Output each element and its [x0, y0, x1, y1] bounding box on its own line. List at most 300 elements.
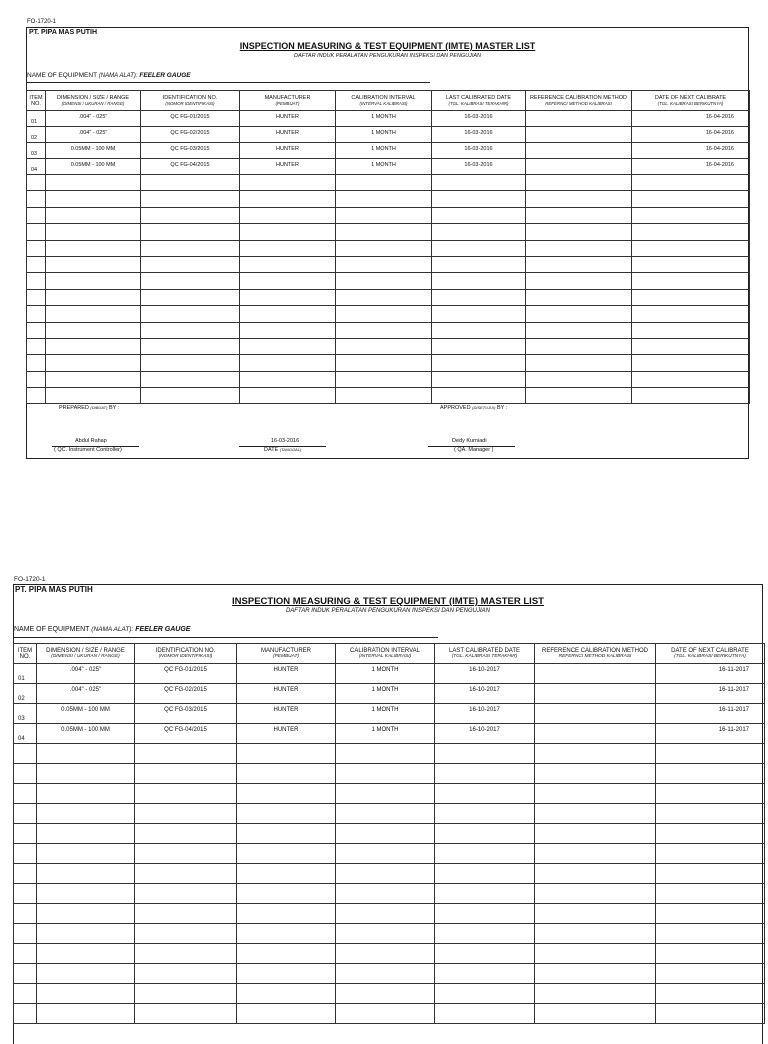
table-cell: QC FG-02/2015: [141, 127, 240, 143]
table-row: [27, 143, 750, 159]
empty-cell: [141, 273, 240, 289]
empty-cell: [46, 207, 141, 223]
empty-cell: [656, 1004, 765, 1024]
table-cell: 16-03-2016: [432, 111, 526, 127]
empty-cell: [526, 240, 632, 256]
item-number-cell: 03: [27, 143, 46, 159]
item-number-cell: 03: [14, 704, 37, 724]
empty-cell: [432, 224, 526, 240]
column-header: [435, 644, 535, 664]
empty-cell: [435, 764, 535, 784]
empty-cell: [526, 371, 632, 387]
empty-cell: [526, 273, 632, 289]
table-cell: 16-04-2016: [632, 111, 750, 127]
column-header-sublabel: (TGL. KALIBRASI TERAKHIR): [448, 101, 509, 106]
empty-cell: [526, 322, 632, 338]
table-cell: QC FG-03/2015: [141, 143, 240, 159]
preparer-name: Abdul Rahap: [75, 438, 107, 444]
empty-cell: [535, 944, 656, 964]
column-header-sublabel: (NOMOR IDENTIFIKASI): [158, 654, 213, 659]
table-cell: [535, 684, 656, 704]
column-header: [141, 91, 240, 111]
empty-cell: [14, 784, 37, 804]
empty-cell: [27, 322, 46, 338]
empty-cell: [535, 1004, 656, 1024]
form-subtitle: DAFTAR INDUK PERALATAN PENGUKURAN INSPEKSI DAN PENGUJIAN: [285, 608, 491, 614]
empty-cell: [135, 884, 237, 904]
empty-cell: [27, 240, 46, 256]
empty-cell: [27, 191, 46, 207]
empty-cell: [135, 1004, 237, 1024]
column-header-label: DATE OF NEXT CALIBRATE: [654, 95, 727, 101]
column-header: [526, 91, 632, 111]
empty-cell: [656, 844, 765, 864]
empty-cell: [27, 289, 46, 305]
empty-table-row: [27, 240, 750, 256]
empty-cell: [27, 338, 46, 354]
empty-table-row: [14, 884, 765, 904]
empty-cell: [14, 804, 37, 824]
empty-cell: [135, 964, 237, 984]
empty-table-row: [27, 289, 750, 305]
empty-cell: [141, 224, 240, 240]
table-cell: 16-03-2016: [432, 143, 526, 159]
empty-cell: [135, 744, 237, 764]
empty-cell: [237, 764, 336, 784]
empty-cell: [632, 388, 750, 404]
empty-cell: [37, 1004, 135, 1024]
empty-table-row: [27, 175, 750, 191]
table-cell: [526, 111, 632, 127]
empty-cell: [432, 207, 526, 223]
empty-cell: [240, 306, 336, 322]
table-cell: 1 MONTH: [336, 111, 432, 127]
column-header-label: LAST CALIBRATED DATE: [445, 95, 512, 101]
column-header-label: IDENTIFICATION NO.: [162, 95, 218, 101]
table-cell: HUNTER: [237, 664, 336, 684]
empty-cell: [141, 306, 240, 322]
empty-cell: [27, 306, 46, 322]
column-header-sublabel: (TGL. KALIBRASI TERAKHIR): [451, 654, 518, 659]
form-subtitle: DAFTAR INDUK PERALATAN PENGUKURAN INSPEKSI DAN PENGUJIAN: [293, 53, 482, 59]
empty-cell: [37, 824, 135, 844]
table-cell: .004" - 025": [46, 111, 141, 127]
empty-cell: [526, 388, 632, 404]
empty-cell: [135, 824, 237, 844]
empty-cell: [336, 944, 435, 964]
column-header-sublabel: (DIMENSI / UKURAN / RANGE): [51, 654, 120, 659]
table-cell: 1 MONTH: [336, 159, 432, 175]
empty-cell: [37, 944, 135, 964]
approver-name: Dedy Kurniadi: [452, 438, 487, 444]
empty-cell: [240, 207, 336, 223]
form-frame: [13, 584, 763, 1044]
empty-cell: [656, 824, 765, 844]
empty-cell: [37, 984, 135, 1004]
empty-cell: [37, 844, 135, 864]
table-cell: HUNTER: [237, 684, 336, 704]
company-name: PT. PIPA MAS PUTIH: [15, 585, 93, 594]
empty-cell: [46, 224, 141, 240]
table-cell: 16-10-2017: [435, 724, 535, 744]
table-cell: .004" - 025": [37, 684, 135, 704]
empty-cell: [237, 804, 336, 824]
empty-cell: [535, 784, 656, 804]
column-header-sublabel: REFERNCI METHOD KALIBRASI: [558, 654, 632, 659]
empty-cell: [526, 338, 632, 354]
table-cell: 0.05MM - 100 MM: [46, 159, 141, 175]
empty-cell: [336, 191, 432, 207]
table-cell: 1 MONTH: [336, 127, 432, 143]
empty-cell: [336, 804, 435, 824]
empty-cell: [37, 904, 135, 924]
empty-cell: [656, 744, 765, 764]
empty-cell: [526, 207, 632, 223]
table-cell: 0.05MM - 100 MM: [46, 143, 141, 159]
empty-cell: [135, 904, 237, 924]
table-cell: 0.05MM - 100 MM: [37, 724, 135, 744]
table-cell: .004" - 025": [37, 664, 135, 684]
empty-cell: [27, 388, 46, 404]
table-cell: [526, 159, 632, 175]
empty-cell: [336, 884, 435, 904]
table-cell: 16-10-2017: [435, 704, 535, 724]
empty-cell: [14, 844, 37, 864]
column-header: [336, 644, 435, 664]
empty-table-row: [27, 224, 750, 240]
empty-cell: [432, 322, 526, 338]
item-number-cell: 04: [14, 724, 37, 744]
empty-cell: [336, 306, 432, 322]
empty-cell: [135, 804, 237, 824]
empty-cell: [37, 924, 135, 944]
empty-table-row: [14, 984, 765, 1004]
empty-cell: [240, 273, 336, 289]
empty-cell: [46, 191, 141, 207]
table-header-row: [27, 91, 750, 111]
empty-cell: [141, 207, 240, 223]
item-number-cell: 01: [27, 111, 46, 127]
empty-cell: [27, 273, 46, 289]
empty-cell: [336, 273, 432, 289]
column-header: [432, 91, 526, 111]
empty-cell: [27, 175, 46, 191]
empty-cell: [37, 784, 135, 804]
empty-cell: [336, 864, 435, 884]
empty-cell: [14, 744, 37, 764]
empty-cell: [46, 388, 141, 404]
empty-table-row: [14, 904, 765, 924]
empty-cell: [46, 273, 141, 289]
empty-cell: [237, 824, 336, 844]
item-number-cell: 02: [27, 127, 46, 143]
table-cell: QC FG-04/2015: [135, 724, 237, 744]
column-header-sublabel: (NOMOR IDENTIFIKASI): [165, 101, 215, 106]
empty-cell: [526, 224, 632, 240]
table-row: [27, 159, 750, 175]
column-header: [535, 644, 656, 664]
table-cell: QC FG-03/2015: [135, 704, 237, 724]
empty-cell: [632, 273, 750, 289]
empty-cell: [141, 388, 240, 404]
empty-cell: [656, 764, 765, 784]
empty-table-row: [14, 784, 765, 804]
empty-cell: [37, 764, 135, 784]
empty-cell: [535, 924, 656, 944]
empty-cell: [240, 175, 336, 191]
column-header-sublabel: (PEMBUAT): [272, 654, 300, 659]
empty-cell: [14, 924, 37, 944]
empty-table-row: [27, 355, 750, 371]
empty-table-row: [14, 864, 765, 884]
empty-cell: [435, 744, 535, 764]
empty-cell: [435, 784, 535, 804]
table-cell: 0.05MM - 100 MM: [37, 704, 135, 724]
empty-cell: [237, 984, 336, 1004]
empty-cell: [632, 191, 750, 207]
column-header: [336, 91, 432, 111]
empty-cell: [535, 804, 656, 824]
empty-cell: [27, 256, 46, 272]
table-cell: QC FG-01/2015: [141, 111, 240, 127]
empty-table-row: [14, 824, 765, 844]
table-cell: HUNTER: [240, 127, 336, 143]
empty-cell: [336, 289, 432, 305]
column-header-label: ITEM: [17, 647, 33, 654]
table-row: [14, 664, 765, 684]
equipment-label-it: (NAMA ALAT):: [91, 626, 134, 633]
table-cell: QC FG-02/2015: [135, 684, 237, 704]
empty-cell: [141, 191, 240, 207]
table-cell: 16-11-2017: [656, 664, 765, 684]
table-cell: .004" - 025": [46, 127, 141, 143]
empty-cell: [656, 864, 765, 884]
empty-cell: [535, 964, 656, 984]
empty-cell: [27, 207, 46, 223]
empty-cell: [435, 864, 535, 884]
empty-cell: [141, 371, 240, 387]
form-frame: [26, 27, 749, 459]
empty-cell: [432, 355, 526, 371]
empty-cell: [336, 224, 432, 240]
empty-cell: [535, 984, 656, 1004]
empty-cell: [656, 804, 765, 824]
empty-cell: [432, 289, 526, 305]
empty-cell: [135, 844, 237, 864]
empty-table-row: [14, 764, 765, 784]
empty-cell: [632, 240, 750, 256]
table-cell: 16-10-2017: [435, 664, 535, 684]
column-header-label: MANUFACTURER: [260, 648, 311, 654]
empty-table-row: [14, 1004, 765, 1024]
empty-cell: [336, 784, 435, 804]
empty-cell: [237, 844, 336, 864]
table-row: [14, 704, 765, 724]
column-header-label: CALIBRATION INTERVAL: [351, 95, 416, 101]
empty-cell: [237, 1004, 336, 1024]
column-header-label: DIMENSION / SIZE / RANGE: [56, 95, 130, 101]
empty-cell: [46, 240, 141, 256]
empty-cell: [141, 256, 240, 272]
empty-cell: [435, 1004, 535, 1024]
equipment-name: FEELER GAUGE: [135, 626, 191, 633]
column-header-label: NO.: [31, 100, 41, 107]
empty-table-row: [27, 322, 750, 338]
empty-table-row: [14, 924, 765, 944]
empty-cell: [237, 744, 336, 764]
empty-cell: [336, 984, 435, 1004]
empty-cell: [141, 355, 240, 371]
empty-cell: [237, 884, 336, 904]
empty-cell: [240, 371, 336, 387]
empty-cell: [46, 355, 141, 371]
column-header: [632, 91, 750, 111]
empty-cell: [632, 207, 750, 223]
empty-cell: [656, 924, 765, 944]
empty-table-row: [14, 944, 765, 964]
column-header-sublabel: (TGL. KALIBRASI BERIKUTNYA): [674, 654, 746, 659]
empty-cell: [656, 784, 765, 804]
empty-cell: [336, 924, 435, 944]
empty-cell: [632, 371, 750, 387]
empty-cell: [240, 388, 336, 404]
empty-cell: [656, 984, 765, 1004]
company-name: PT. PIPA MAS PUTIH: [29, 29, 98, 36]
equipment-underline: [27, 82, 430, 83]
empty-cell: [37, 864, 135, 884]
empty-cell: [435, 884, 535, 904]
empty-cell: [14, 824, 37, 844]
empty-table-row: [14, 744, 765, 764]
table-cell: [526, 143, 632, 159]
empty-cell: [526, 175, 632, 191]
empty-cell: [435, 984, 535, 1004]
empty-cell: [237, 784, 336, 804]
table-cell: 16-10-2017: [435, 684, 535, 704]
column-header: [237, 644, 336, 664]
empty-cell: [135, 924, 237, 944]
empty-table-row: [27, 273, 750, 289]
approver-role: ( QA. Manager ): [454, 447, 494, 453]
empty-cell: [237, 964, 336, 984]
empty-cell: [46, 256, 141, 272]
empty-cell: [432, 191, 526, 207]
table-cell: [535, 664, 656, 684]
table-cell: [526, 127, 632, 143]
empty-table-row: [27, 306, 750, 322]
equipment-label-it: (NAMA ALAT):: [98, 73, 138, 79]
empty-cell: [632, 175, 750, 191]
date-value: 16-03-2016: [271, 438, 300, 444]
empty-cell: [336, 207, 432, 223]
empty-cell: [526, 256, 632, 272]
doc-code: FO-1720-1: [14, 576, 46, 583]
empty-cell: [535, 844, 656, 864]
column-header-sublabel: (TGL. KALIBRASI BERIKUTNYA): [657, 101, 724, 106]
empty-cell: [37, 744, 135, 764]
sheet-1: [0, 0, 768, 470]
empty-cell: [240, 322, 336, 338]
column-header: [240, 91, 336, 111]
approved-label: APPROVED (DISETUJUI) BY :: [440, 405, 508, 411]
empty-cell: [526, 306, 632, 322]
empty-cell: [535, 744, 656, 764]
empty-table-row: [14, 804, 765, 824]
empty-cell: [135, 784, 237, 804]
empty-cell: [435, 804, 535, 824]
empty-cell: [336, 1004, 435, 1024]
empty-cell: [141, 240, 240, 256]
column-header-label: ITEM: [29, 94, 43, 101]
empty-cell: [135, 984, 237, 1004]
empty-cell: [237, 864, 336, 884]
empty-cell: [141, 322, 240, 338]
column-header-label: IDENTIFICATION NO.: [155, 648, 216, 654]
empty-cell: [46, 289, 141, 305]
equipment-table: [13, 643, 765, 1024]
column-header-sublabel: REFERNCI METHOD KALIBRASI: [545, 101, 612, 106]
empty-cell: [27, 224, 46, 240]
empty-cell: [141, 338, 240, 354]
table-cell: [535, 704, 656, 724]
empty-cell: [435, 844, 535, 864]
empty-cell: [46, 175, 141, 191]
table-cell: QC FG-04/2015: [141, 159, 240, 175]
empty-cell: [526, 355, 632, 371]
equipment-name-row: [14, 626, 190, 633]
equipment-table: [26, 90, 750, 404]
column-header: [14, 644, 37, 664]
empty-cell: [435, 924, 535, 944]
empty-cell: [237, 904, 336, 924]
empty-cell: [435, 944, 535, 964]
empty-cell: [46, 322, 141, 338]
empty-cell: [14, 1004, 37, 1024]
column-header-sublabel: (PEMBUAT): [275, 101, 300, 106]
empty-cell: [432, 388, 526, 404]
empty-cell: [240, 289, 336, 305]
empty-cell: [240, 355, 336, 371]
table-cell: HUNTER: [240, 143, 336, 159]
table-cell: 16-04-2016: [632, 159, 750, 175]
empty-cell: [526, 191, 632, 207]
table-cell: 16-03-2016: [432, 159, 526, 175]
empty-cell: [336, 371, 432, 387]
empty-cell: [37, 964, 135, 984]
empty-cell: [240, 338, 336, 354]
empty-cell: [37, 804, 135, 824]
empty-cell: [14, 904, 37, 924]
empty-cell: [526, 289, 632, 305]
empty-cell: [656, 944, 765, 964]
empty-cell: [27, 371, 46, 387]
empty-table-row: [27, 207, 750, 223]
table-cell: HUNTER: [237, 724, 336, 744]
empty-cell: [656, 904, 765, 924]
doc-code: FO-1720-1: [27, 19, 57, 25]
empty-cell: [141, 175, 240, 191]
table-cell: 1 MONTH: [336, 664, 435, 684]
column-header: [27, 91, 46, 111]
column-header-label: DATE OF NEXT CALIBRATE: [671, 648, 749, 654]
table-cell: 16-11-2017: [656, 704, 765, 724]
empty-cell: [336, 338, 432, 354]
empty-cell: [237, 924, 336, 944]
empty-table-row: [27, 338, 750, 354]
prepared-label: PREPARED (DIBUAT) BY :: [59, 405, 120, 411]
empty-cell: [14, 764, 37, 784]
column-header-label: REFERENCE CALIBRATION METHOD: [542, 648, 648, 654]
